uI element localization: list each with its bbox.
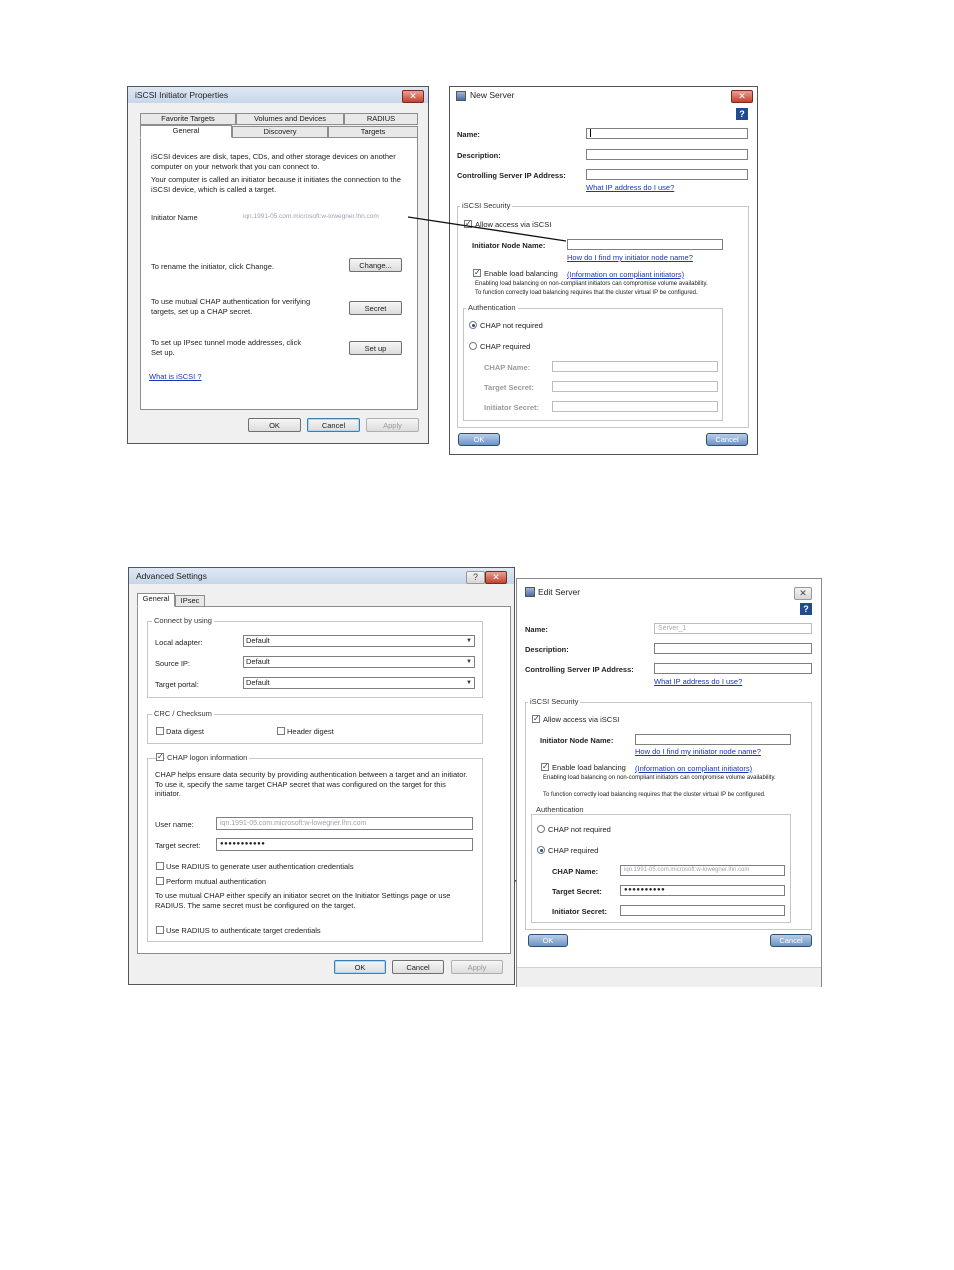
data-digest-label: Data digest	[166, 727, 204, 736]
authentication-title: Authentication	[536, 805, 584, 814]
what-ip-address-link[interactable]: What IP address do I use?	[654, 677, 743, 686]
load-balancing-note-1: Enabling load balancing on non-compliant initiators can compromise volume availability.	[475, 281, 708, 287]
local-adapter-value: Default	[246, 636, 270, 645]
authentication-title: Authentication	[468, 303, 516, 312]
compliant-initiators-link[interactable]: (Information on compliant initiators)	[567, 270, 685, 279]
use-radius-generate-checkbox[interactable]	[156, 862, 164, 870]
cancel-button[interactable]: Cancel	[706, 433, 748, 446]
ok-button[interactable]: OK	[248, 418, 301, 432]
chap-secret-text: To use mutual CHAP authentication for verifying targets, set up a CHAP secret.	[151, 297, 311, 316]
data-digest-checkbox[interactable]	[156, 727, 164, 735]
app-icon	[525, 587, 535, 597]
cancel-button[interactable]: Cancel	[770, 934, 812, 947]
controlling-server-ip-label: Controlling Server IP Address:	[525, 665, 634, 674]
local-adapter-label: Local adapter:	[155, 638, 203, 647]
header-digest-checkbox[interactable]	[277, 727, 285, 735]
controlling-server-ip-input[interactable]	[654, 663, 812, 674]
use-radius-authenticate-label: Use RADIUS to authenticate target credentials	[166, 926, 321, 935]
chap-logon-label: CHAP logon information	[167, 753, 248, 762]
chap-required-label: CHAP required	[548, 846, 599, 855]
user-name-input[interactable]: iqn.1991-05.com.microsoft:w-lowegner.lhn.com	[216, 817, 473, 830]
ok-button[interactable]: OK	[528, 934, 568, 947]
chap-not-required-radio[interactable]	[537, 825, 545, 833]
tab-general[interactable]: General	[137, 593, 175, 607]
controlling-server-ip-label: Controlling Server IP Address:	[457, 171, 566, 180]
apply-button[interactable]: Apply	[451, 960, 503, 974]
initiator-node-name-label: Initiator Node Name:	[472, 241, 546, 250]
intro-text-devices: iSCSI devices are disk, tapes, CDs, and other storage devices on another computer on your network that you can connect to.	[151, 152, 396, 171]
initiator-name-label: Initiator Name	[151, 213, 198, 222]
tab-volumes-and-devices[interactable]: Volumes and Devices	[236, 113, 344, 125]
description-label: Description:	[457, 151, 501, 160]
name-label: Name:	[525, 625, 548, 634]
perform-mutual-auth-checkbox[interactable]	[156, 877, 164, 885]
initiator-node-name-input[interactable]	[635, 734, 791, 745]
allow-access-label: Allow access via iSCSI	[475, 220, 552, 229]
intro-text-initiator: Your computer is called an initiator because it initiates the connection to the iSCSI device, which is called a target.	[151, 175, 401, 194]
advanced-settings-window	[128, 567, 515, 985]
local-adapter-select[interactable]	[243, 635, 475, 647]
allow-access-checkbox[interactable]: ✓	[533, 714, 540, 723]
initiator-secret-label: Initiator Secret:	[552, 907, 608, 916]
load-balancing-checkbox[interactable]: ✓	[474, 268, 481, 277]
chap-not-required-label: CHAP not required	[480, 321, 543, 330]
what-ip-address-link[interactable]: What IP address do I use?	[586, 183, 675, 192]
header-digest-label: Header digest	[287, 727, 334, 736]
load-balancing-label: Enable load balancing	[552, 763, 626, 772]
load-balancing-note-1: Enabling load balancing on non-compliant initiators can compromise volume availability.	[543, 775, 776, 781]
secret-button[interactable]: Secret	[349, 301, 402, 315]
source-ip-label: Source IP:	[155, 659, 191, 668]
source-ip-select[interactable]	[243, 656, 475, 668]
chevron-down-icon: ▼	[466, 659, 472, 665]
target-secret-input[interactable]: ●●●●●●●●●●●	[216, 838, 473, 851]
close-icon[interactable]: ✕	[485, 571, 507, 584]
help-icon[interactable]: ?	[800, 603, 812, 615]
find-node-name-link[interactable]: How do I find my initiator node name?	[567, 253, 693, 262]
help-title-icon[interactable]: ?	[466, 571, 485, 584]
target-secret-input[interactable]: ●●●●●●●●●●	[620, 885, 785, 896]
apply-button[interactable]: Apply	[366, 418, 419, 432]
user-name-label: User name:	[155, 820, 194, 829]
target-secret-label: Target Secret:	[484, 383, 534, 392]
initiator-name-value: iqn.1991-05.com.microsoft:w-lowegner.lhn.com	[243, 213, 379, 220]
window-title: New Server	[470, 90, 515, 100]
close-icon[interactable]: ✕	[731, 90, 753, 103]
setup-button[interactable]: Set up	[349, 341, 402, 355]
chap-logon-checkbox[interactable]: ✓	[157, 752, 164, 761]
mutual-chap-description: To use mutual CHAP either specify an initiator secret on the Initiator Settings page or use RADIUS. The same secret must be configured on the target.	[155, 891, 451, 910]
change-button[interactable]: Change...	[349, 258, 402, 272]
load-balancing-checkbox[interactable]: ✓	[542, 762, 549, 771]
initiator-secret-input[interactable]	[620, 905, 785, 916]
iscsi-security-title: iSCSI Security	[530, 697, 579, 706]
ok-button[interactable]: OK	[458, 433, 500, 446]
load-balancing-label: Enable load balancing	[484, 269, 558, 278]
tab-discovery[interactable]: Discovery	[232, 126, 328, 138]
chap-not-required-label: CHAP not required	[548, 825, 611, 834]
title-bar	[129, 568, 514, 584]
chap-required-radio[interactable]	[537, 846, 545, 854]
chap-required-label: CHAP required	[480, 342, 531, 351]
what-is-iscsi-link[interactable]: What is iSCSI ?	[149, 372, 202, 381]
chevron-down-icon: ▼	[466, 638, 472, 644]
description-input[interactable]	[654, 643, 812, 654]
chap-name-label: CHAP Name:	[484, 363, 531, 372]
name-input[interactable]: Server_1	[654, 623, 812, 634]
chap-name-label: CHAP Name:	[552, 867, 599, 876]
chap-name-input[interactable]: iqn.1991-05.com.microsoft:w-lowegner.lhn.com	[620, 865, 785, 876]
use-radius-generate-label: Use RADIUS to generate user authentication credentials	[166, 862, 354, 871]
allow-access-checkbox[interactable]: ✓	[465, 219, 472, 228]
edit-server-window	[516, 578, 822, 987]
target-portal-label: Target portal:	[155, 680, 199, 689]
initiator-secret-label: Initiator Secret:	[484, 403, 540, 412]
tab-favorite-targets[interactable]: Favorite Targets	[140, 113, 236, 125]
description-label: Description:	[525, 645, 569, 654]
crc-checksum-title: CRC / Checksum	[154, 709, 212, 718]
iscsi-security-title: iSCSI Security	[462, 201, 511, 210]
target-secret-label: Target secret:	[155, 841, 201, 850]
help-icon[interactable]: ?	[736, 108, 748, 120]
target-portal-select[interactable]	[243, 677, 475, 689]
tab-targets[interactable]: Targets	[328, 126, 418, 138]
load-balancing-note-2: To function correctly load balancing requires that the cluster virtual IP be configured.	[475, 290, 698, 296]
chevron-down-icon: ▼	[466, 680, 472, 686]
find-node-name-link[interactable]: How do I find my initiator node name?	[635, 747, 761, 756]
tab-general[interactable]: General	[140, 125, 232, 138]
cancel-button[interactable]: Cancel	[392, 960, 444, 974]
connect-by-using-title: Connect by using	[154, 616, 212, 625]
source-ip-value: Default	[246, 657, 270, 666]
cancel-button[interactable]: Cancel	[307, 418, 360, 432]
window-title: Advanced Settings	[136, 571, 207, 581]
allow-access-label: Allow access via iSCSI	[543, 715, 620, 724]
chap-description: CHAP helps ensure data security by providing authentication between a target and an initiator. To use it, specify the same target CHAP secret that was configured on the target for this initiator.	[155, 770, 468, 798]
rename-text: To rename the initiator, click Change.	[151, 262, 274, 271]
status-strip	[517, 967, 821, 987]
window-title: iSCSI Initiator Properties	[135, 90, 229, 100]
target-portal-value: Default	[246, 678, 270, 687]
close-icon[interactable]: ✕	[402, 90, 424, 103]
close-icon[interactable]: ✕	[794, 587, 812, 600]
ok-button[interactable]: OK	[334, 960, 386, 974]
target-secret-label: Target Secret:	[552, 887, 602, 896]
tab-radius[interactable]: RADIUS	[344, 113, 418, 125]
ipsec-text: To set up IPsec tunnel mode addresses, click Set up.	[151, 338, 302, 357]
initiator-node-name-label: Initiator Node Name:	[540, 736, 614, 745]
compliant-initiators-link[interactable]: (Information on compliant initiators)	[635, 764, 753, 773]
tab-ipsec[interactable]: IPsec	[175, 595, 205, 607]
name-label: Name:	[457, 130, 480, 139]
load-balancing-note-2: To function correctly load balancing requires that the cluster virtual IP be configured.	[543, 792, 766, 798]
window-title: Edit Server	[538, 587, 581, 597]
title-bar	[517, 584, 821, 600]
use-radius-authenticate-checkbox[interactable]	[156, 926, 164, 934]
perform-mutual-auth-label: Perform mutual authentication	[166, 877, 267, 886]
